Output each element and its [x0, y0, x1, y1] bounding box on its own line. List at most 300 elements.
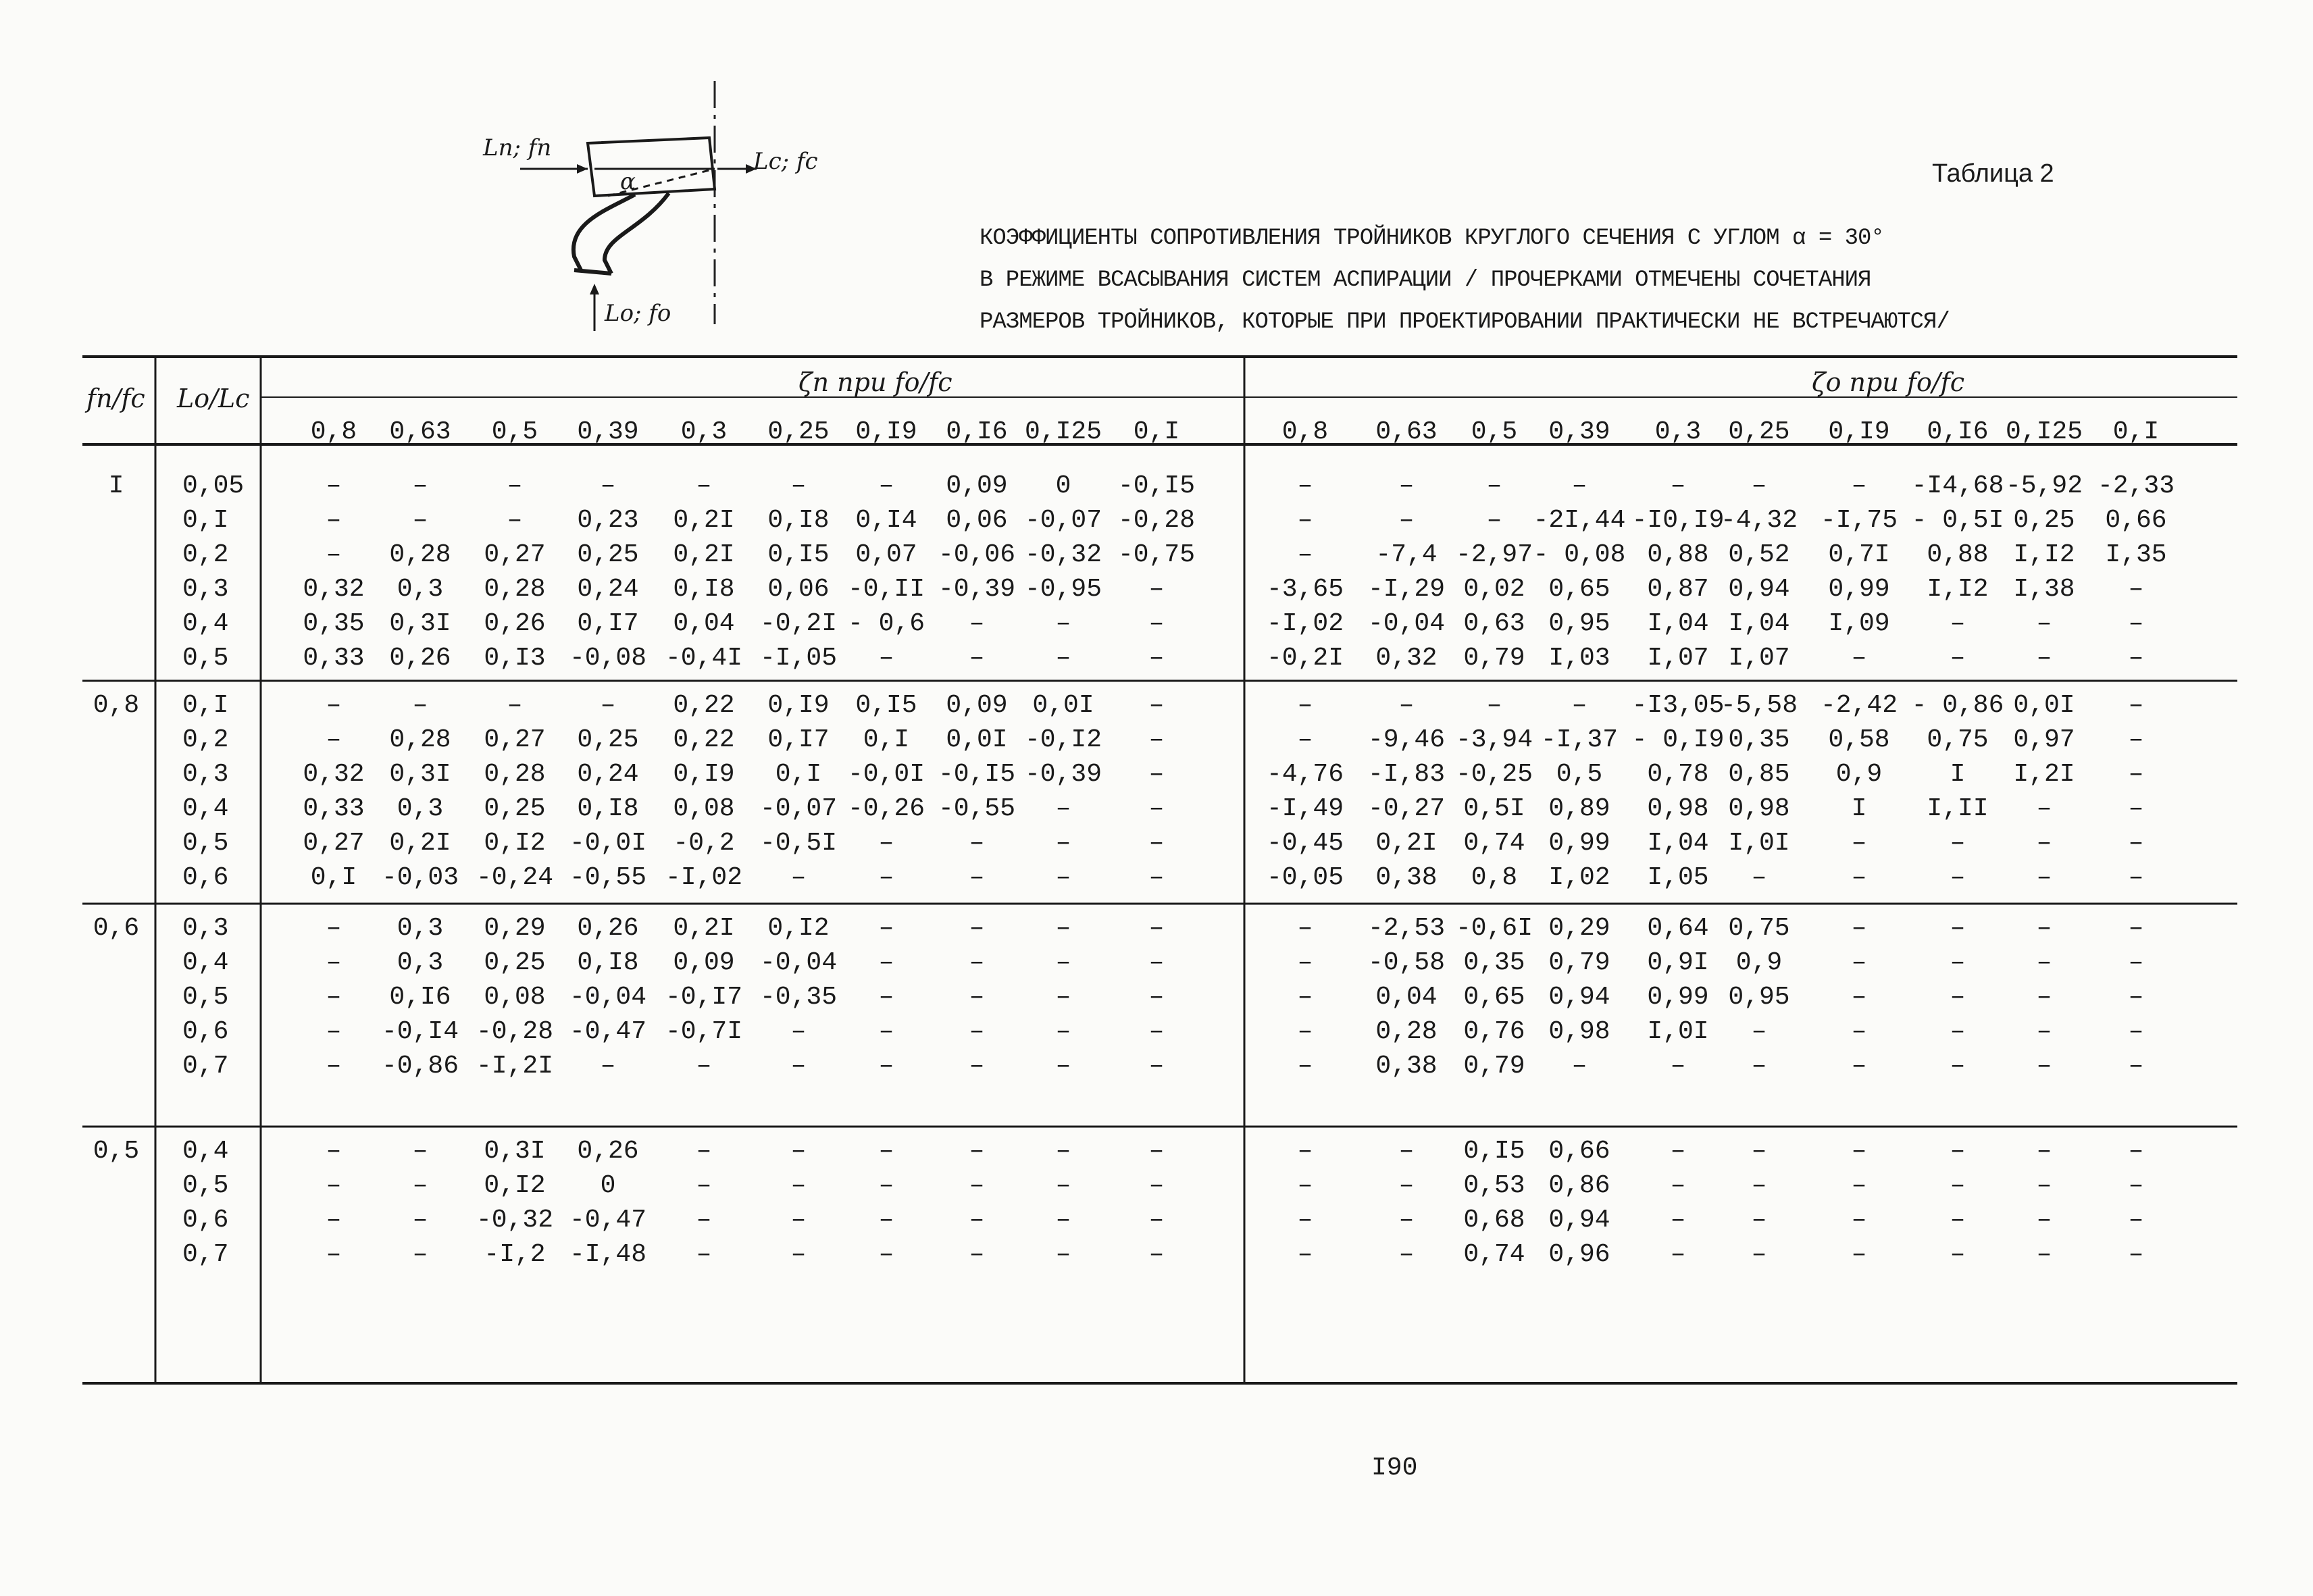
zn-cell: 0,I6 — [389, 983, 451, 1012]
zo-cell: – — [1297, 914, 1313, 943]
zn-cell: -0,28 — [476, 1017, 554, 1046]
zo-cell: – — [1751, 1240, 1767, 1269]
zo-cell: I,38 — [2013, 575, 2075, 604]
zo-cell: 0,38 — [1375, 1052, 1438, 1081]
zn-cell: 0,3I — [389, 609, 451, 638]
zn-cell: 0,09 — [946, 471, 1008, 500]
zo-cell: – — [1851, 1206, 1867, 1235]
zn-cell: -0,24 — [476, 863, 554, 892]
zo-cell: -I,75 — [1820, 506, 1898, 535]
zn-cell: – — [326, 948, 342, 977]
zo-cell: – — [1297, 691, 1313, 720]
zn-cell: – — [969, 948, 985, 977]
zo-cell: – — [1297, 540, 1313, 569]
header-ratio-zn-9: 0,I — [1133, 417, 1180, 446]
zn-cell: 0,I8 — [577, 948, 639, 977]
zn-cell: -I,48 — [569, 1240, 647, 1269]
zn-cell: – — [969, 1240, 985, 1269]
header-ratio-zn-3: 0,39 — [577, 417, 639, 446]
row-lo-lc: 0,4 — [182, 794, 229, 823]
header-group-zo: ζo при fo/fc — [1812, 367, 1964, 397]
zn-cell: – — [326, 1240, 342, 1269]
zn-cell: – — [1055, 609, 1071, 638]
zn-cell: – — [326, 725, 342, 754]
zn-cell: 0,I3 — [484, 644, 546, 673]
zn-cell: – — [969, 829, 985, 858]
zn-cell: 0,25 — [577, 725, 639, 754]
zn-cell: -0,I5 — [938, 760, 1016, 789]
title-line-3: РАЗМЕРОВ ТРОЙНИКОВ, КОТОРЫЕ ПРИ ПРОЕКТИРОВАНИИ ПРАКТИЧЕСКИ НЕ ВСТРЕЧАЮТСЯ/ — [980, 309, 1950, 335]
label-branch: Lп; fп — [483, 134, 552, 161]
zn-cell: 0,26 — [484, 609, 546, 638]
zo-cell: I,02 — [1548, 863, 1610, 892]
zn-cell: -0,28 — [1117, 506, 1196, 535]
zn-cell: 0,3I — [484, 1137, 546, 1166]
zn-cell: 0,27 — [303, 829, 365, 858]
zn-cell: -0,86 — [381, 1052, 459, 1081]
zo-cell: -5,58 — [1720, 691, 1798, 720]
zo-cell: – — [1851, 829, 1867, 858]
zo-cell: 0,79 — [1463, 1052, 1525, 1081]
zn-cell: – — [1055, 983, 1071, 1012]
zn-cell: 0,I2 — [767, 914, 830, 943]
zo-cell: – — [1398, 506, 1415, 535]
group-fn-fc: 0,5 — [93, 1137, 140, 1166]
zn-cell: – — [1148, 983, 1165, 1012]
zo-cell: – — [1670, 1240, 1686, 1269]
zo-cell: – — [2128, 1137, 2144, 1166]
header-ratio-zo-8: 0,I25 — [2005, 417, 2083, 446]
zn-cell: – — [1055, 1137, 1071, 1166]
zn-cell: – — [600, 691, 616, 720]
zn-cell: 0,0I — [946, 725, 1008, 754]
zn-cell: – — [326, 1206, 342, 1235]
zo-cell: – — [1851, 1171, 1867, 1200]
zn-cell: 0,2I — [389, 829, 451, 858]
zn-cell: -0,32 — [476, 1206, 554, 1235]
zo-cell: 0,7I — [1828, 540, 1890, 569]
zn-cell: -0,47 — [569, 1206, 647, 1235]
zn-cell: 0,I8 — [577, 794, 639, 823]
zo-cell: – — [1297, 471, 1313, 500]
zn-cell: 0,I7 — [767, 725, 830, 754]
zo-cell: -2,97 — [1455, 540, 1533, 569]
row-lo-lc: 0,2 — [182, 540, 229, 569]
zn-cell: 0,25 — [577, 540, 639, 569]
zn-cell: 0 — [600, 1171, 616, 1200]
zo-cell: 0,95 — [1728, 983, 1790, 1012]
zn-cell: – — [878, 1206, 894, 1235]
zn-cell: 0,29 — [484, 914, 546, 943]
zn-cell: -0,I4 — [381, 1017, 459, 1046]
zo-cell: I,II — [1927, 794, 1989, 823]
coefficients-table — [82, 357, 2237, 1404]
zo-cell: – — [1751, 1171, 1767, 1200]
zn-cell: 0,25 — [484, 794, 546, 823]
row-lo-lc: 0,4 — [182, 1137, 229, 1166]
zo-cell: 0,I5 — [1463, 1137, 1525, 1166]
zo-cell: – — [1297, 1137, 1313, 1166]
zo-cell: – — [1670, 1171, 1686, 1200]
zn-cell: 0,3 — [397, 575, 444, 604]
title-line-1: КОЭФФИЦИЕНТЫ СОПРОТИВЛЕНИЯ ТРОЙНИКОВ КРУГЛОГО СЕЧЕНИЯ С УГЛОМ α = 30° — [980, 226, 1884, 251]
zo-cell: 0,87 — [1647, 575, 1709, 604]
header-ratio-zo-2: 0,5 — [1471, 417, 1518, 446]
row-lo-lc: 0,I — [182, 691, 229, 720]
zo-cell: -3,94 — [1455, 725, 1533, 754]
zn-cell: – — [1148, 829, 1165, 858]
zn-cell: – — [600, 471, 616, 500]
zo-cell: – — [1851, 948, 1867, 977]
zo-cell: 0,2I — [1375, 829, 1438, 858]
zn-cell: 0,08 — [484, 983, 546, 1012]
zn-cell: -0,2 — [673, 829, 735, 858]
zn-cell: – — [1148, 1240, 1165, 1269]
zo-cell: – — [1571, 691, 1587, 720]
zn-cell: – — [1148, 948, 1165, 977]
zn-cell: – — [696, 471, 712, 500]
zn-cell: – — [969, 609, 985, 638]
zn-cell: -0,06 — [938, 540, 1016, 569]
zo-cell: I,07 — [1728, 644, 1790, 673]
zn-cell: 0,2I — [673, 914, 735, 943]
zo-cell: -5,92 — [2005, 471, 2083, 500]
zn-cell: -0,04 — [759, 948, 838, 977]
zn-cell: – — [1055, 794, 1071, 823]
zn-cell: 0,2I — [673, 506, 735, 535]
row-lo-lc: 0,3 — [182, 760, 229, 789]
zo-cell: – — [1297, 1206, 1313, 1235]
zo-cell: -3,65 — [1266, 575, 1344, 604]
zo-cell: I,I2 — [2013, 540, 2075, 569]
zo-cell: 0,5 — [1556, 760, 1603, 789]
zo-cell: – — [1751, 1052, 1767, 1081]
row-lo-lc: 0,3 — [182, 914, 229, 943]
zo-cell: – — [1950, 1052, 1966, 1081]
header-ratio-zo-9: 0,I — [2112, 417, 2160, 446]
zo-cell: 0,0I — [2013, 691, 2075, 720]
zo-cell: – — [1950, 983, 1966, 1012]
zn-cell: 0,27 — [484, 725, 546, 754]
zo-cell: – — [1398, 691, 1415, 720]
zn-cell: – — [790, 1017, 807, 1046]
row-lo-lc: 0,5 — [182, 1171, 229, 1200]
zo-cell: 0,85 — [1728, 760, 1790, 789]
zo-cell: – — [1950, 1137, 1966, 1166]
zo-cell: - 0,86 — [1911, 691, 2004, 720]
zo-cell: 0,89 — [1548, 794, 1610, 823]
zo-cell: 0,35 — [1728, 725, 1790, 754]
zn-cell: – — [600, 1052, 616, 1081]
zo-cell: – — [1670, 471, 1686, 500]
zn-cell: – — [969, 1206, 985, 1235]
zn-cell: – — [412, 691, 428, 720]
label-straight: Lo; fo — [605, 300, 671, 327]
row-lo-lc: 0,5 — [182, 644, 229, 673]
zo-cell: 0,99 — [1647, 983, 1709, 1012]
zn-cell: 0,I5 — [767, 540, 830, 569]
zo-cell: I,07 — [1647, 644, 1709, 673]
zo-cell: 0,94 — [1548, 983, 1610, 1012]
zo-cell: – — [2036, 829, 2052, 858]
zn-cell: 0,24 — [577, 575, 639, 604]
header-ratio-zo-1: 0,63 — [1375, 417, 1438, 446]
zn-cell: – — [696, 1206, 712, 1235]
zo-cell: – — [1486, 691, 1502, 720]
zo-cell: – — [2036, 1017, 2052, 1046]
zo-cell: 0,79 — [1463, 644, 1525, 673]
zn-cell: – — [1148, 1052, 1165, 1081]
zn-cell: 0,06 — [767, 575, 830, 604]
zo-cell: – — [2128, 914, 2144, 943]
zn-cell: 0,25 — [484, 948, 546, 977]
zn-cell: – — [790, 1206, 807, 1235]
zn-cell: -0,04 — [569, 983, 647, 1012]
zo-cell: – — [1398, 471, 1415, 500]
zn-cell: – — [969, 1017, 985, 1046]
zn-cell: – — [412, 1206, 428, 1235]
zo-cell: 0,96 — [1548, 1240, 1610, 1269]
zn-cell: 0,I9 — [673, 760, 735, 789]
zo-cell: 0,74 — [1463, 829, 1525, 858]
zo-cell: – — [1297, 1052, 1313, 1081]
zn-cell: – — [878, 471, 894, 500]
zn-cell: – — [1148, 1017, 1165, 1046]
zn-cell: 0,I2 — [484, 1171, 546, 1200]
zo-cell: -0,25 — [1455, 760, 1533, 789]
zo-cell: 0,8 — [1471, 863, 1518, 892]
zo-cell: 0,38 — [1375, 863, 1438, 892]
zo-cell: 0,88 — [1927, 540, 1989, 569]
zo-cell: -I,02 — [1266, 609, 1344, 638]
zo-cell: I,03 — [1548, 644, 1610, 673]
zn-cell: 0,I8 — [767, 506, 830, 535]
zn-cell: – — [412, 506, 428, 535]
zo-cell: 0,9 — [1835, 760, 1883, 789]
zn-cell: 0,3 — [397, 794, 444, 823]
zo-cell: – — [1950, 948, 1966, 977]
zo-cell: 0,76 — [1463, 1017, 1525, 1046]
zn-cell: – — [412, 1171, 428, 1200]
zo-cell: 0,97 — [2013, 725, 2075, 754]
zo-cell: 0,25 — [2013, 506, 2075, 535]
zn-cell: -0,32 — [1024, 540, 1102, 569]
zo-cell: – — [2128, 760, 2144, 789]
zn-cell: – — [326, 1017, 342, 1046]
label-combined: Lc; fc — [753, 148, 818, 175]
zn-cell: 0,07 — [855, 540, 917, 569]
zn-cell: 0,09 — [673, 948, 735, 977]
zo-cell: -4,76 — [1266, 760, 1344, 789]
zo-cell: 0,35 — [1463, 948, 1525, 977]
zo-cell: 0,5I — [1463, 794, 1525, 823]
zo-cell: - 0,08 — [1533, 540, 1626, 569]
zn-cell: – — [878, 1017, 894, 1046]
zo-cell: – — [1851, 1017, 1867, 1046]
zn-cell: -0,95 — [1024, 575, 1102, 604]
zn-cell: 0,3 — [397, 914, 444, 943]
zo-cell: I — [1851, 794, 1867, 823]
zn-cell: – — [507, 506, 523, 535]
zo-cell: -I3,05 — [1631, 691, 1725, 720]
zo-cell: 0,75 — [1927, 725, 1989, 754]
zn-cell: – — [326, 1171, 342, 1200]
zo-cell: -0,58 — [1367, 948, 1446, 977]
zn-cell: – — [1148, 863, 1165, 892]
zo-cell: – — [1751, 863, 1767, 892]
group-fn-fc: I — [108, 471, 124, 500]
zn-cell: 0,22 — [673, 725, 735, 754]
zo-cell: 0,94 — [1548, 1206, 1610, 1235]
zo-cell: -0,05 — [1266, 863, 1344, 892]
zo-cell: -I,49 — [1266, 794, 1344, 823]
zn-cell: 0,I8 — [673, 575, 735, 604]
zn-cell: – — [790, 1171, 807, 1200]
zo-cell: I,04 — [1728, 609, 1790, 638]
zo-cell: – — [1950, 863, 1966, 892]
header-ratio-zo-4: 0,3 — [1654, 417, 1702, 446]
header-ratio-zn-6: 0,I9 — [855, 417, 917, 446]
zo-cell: – — [1950, 644, 1966, 673]
zn-cell: – — [1148, 575, 1165, 604]
zo-cell: – — [2036, 1171, 2052, 1200]
group-fn-fc: 0,8 — [93, 691, 140, 720]
zn-cell: – — [326, 691, 342, 720]
zn-cell: -0,0I — [847, 760, 925, 789]
zn-cell: -0,47 — [569, 1017, 647, 1046]
zn-cell: 0,I5 — [855, 691, 917, 720]
zo-cell: 0,58 — [1828, 725, 1890, 754]
zo-cell: 0,66 — [2105, 506, 2167, 535]
zo-cell: – — [1851, 1240, 1867, 1269]
zn-cell: -0,39 — [938, 575, 1016, 604]
zo-cell: – — [2128, 609, 2144, 638]
zn-cell: 0,I — [775, 760, 822, 789]
zn-cell: – — [1148, 609, 1165, 638]
zn-cell: – — [507, 691, 523, 720]
zn-cell: -0,75 — [1117, 540, 1196, 569]
zn-cell: – — [878, 1240, 894, 1269]
zn-cell: – — [326, 471, 342, 500]
zo-cell: – — [2036, 1240, 2052, 1269]
zn-cell: -0,II — [847, 575, 925, 604]
zn-cell: – — [696, 1137, 712, 1166]
row-lo-lc: 0,I — [182, 506, 229, 535]
zn-cell: -0,5I — [759, 829, 838, 858]
header-ratio-zn-8: 0,I25 — [1024, 417, 1102, 446]
zn-cell: 0,32 — [303, 760, 365, 789]
header-ratio-zn-5: 0,25 — [767, 417, 830, 446]
zn-cell: – — [878, 1137, 894, 1166]
header-ratio-zo-3: 0,39 — [1548, 417, 1610, 446]
zn-cell: 0,I7 — [577, 609, 639, 638]
zn-cell: – — [1148, 725, 1165, 754]
zn-cell: 0,I9 — [767, 691, 830, 720]
zo-cell: – — [2036, 609, 2052, 638]
zn-cell: – — [878, 914, 894, 943]
zn-cell: – — [790, 1137, 807, 1166]
zn-cell: -0,08 — [569, 644, 647, 673]
zn-cell: – — [1148, 794, 1165, 823]
zo-cell: – — [2128, 983, 2144, 1012]
zn-cell: – — [1148, 691, 1165, 720]
zo-cell: -2,42 — [1820, 691, 1898, 720]
zn-cell: -I,2 — [484, 1240, 546, 1269]
zo-cell: -7,4 — [1375, 540, 1438, 569]
zo-cell: – — [1950, 829, 1966, 858]
zo-cell: 0,65 — [1463, 983, 1525, 1012]
zo-cell: – — [1670, 1137, 1686, 1166]
zn-cell: – — [1148, 914, 1165, 943]
zo-cell: – — [1950, 1017, 1966, 1046]
zo-cell: – — [1297, 506, 1313, 535]
zn-cell: – — [1055, 1017, 1071, 1046]
zn-cell: 0,26 — [577, 914, 639, 943]
zn-cell: – — [969, 914, 985, 943]
table-title — [980, 217, 1950, 343]
zn-cell: -0,2I — [759, 609, 838, 638]
row-lo-lc: 0,7 — [182, 1052, 229, 1081]
zo-cell: 0,78 — [1647, 760, 1709, 789]
zo-cell: – — [2036, 794, 2052, 823]
zo-cell: I,04 — [1647, 609, 1709, 638]
zo-cell: 0,04 — [1375, 983, 1438, 1012]
row-lo-lc: 0,4 — [182, 609, 229, 638]
zo-cell: – — [1851, 863, 1867, 892]
zn-cell: – — [878, 983, 894, 1012]
zn-cell: 0,3 — [397, 948, 444, 977]
zn-cell: -0,I5 — [1117, 471, 1196, 500]
header-ratio-zn-1: 0,63 — [389, 417, 451, 446]
zo-cell: - 0,I9 — [1631, 725, 1725, 754]
zo-cell: – — [1297, 725, 1313, 754]
zo-cell: – — [1297, 1017, 1313, 1046]
zn-cell: 0,26 — [577, 1137, 639, 1166]
zn-cell: – — [969, 983, 985, 1012]
zo-cell: – — [2036, 948, 2052, 977]
zn-cell: – — [1055, 1171, 1071, 1200]
zn-cell: -0,39 — [1024, 760, 1102, 789]
zo-cell: – — [2036, 914, 2052, 943]
zo-cell: 0,68 — [1463, 1206, 1525, 1235]
zo-cell: – — [2128, 575, 2144, 604]
zo-cell: – — [2036, 1052, 2052, 1081]
zo-cell: – — [1571, 1052, 1587, 1081]
zn-cell: – — [969, 1137, 985, 1166]
zn-cell: 0,0I — [1032, 691, 1094, 720]
table-number: Таблица 2 — [1932, 159, 2054, 188]
zo-cell: – — [1297, 983, 1313, 1012]
zo-cell: – — [1751, 1206, 1767, 1235]
zo-cell: 0,74 — [1463, 1240, 1525, 1269]
zn-cell: – — [412, 1137, 428, 1166]
zo-cell: I,35 — [2105, 540, 2167, 569]
zo-cell: – — [2128, 794, 2144, 823]
zo-cell: – — [1950, 1206, 1966, 1235]
zn-cell: – — [696, 1171, 712, 1200]
zn-cell: – — [969, 863, 985, 892]
zn-cell: – — [326, 540, 342, 569]
zo-cell: -2I,44 — [1533, 506, 1626, 535]
zn-cell: 0,I2 — [484, 829, 546, 858]
zo-cell: -I0,I9 — [1631, 506, 1725, 535]
header-ratio-zn-2: 0,5 — [491, 417, 538, 446]
zo-cell: -0,2I — [1266, 644, 1344, 673]
zn-cell: – — [696, 1240, 712, 1269]
zo-cell: – — [1751, 1017, 1767, 1046]
zo-cell: – — [1486, 471, 1502, 500]
zo-cell: 0,29 — [1548, 914, 1610, 943]
